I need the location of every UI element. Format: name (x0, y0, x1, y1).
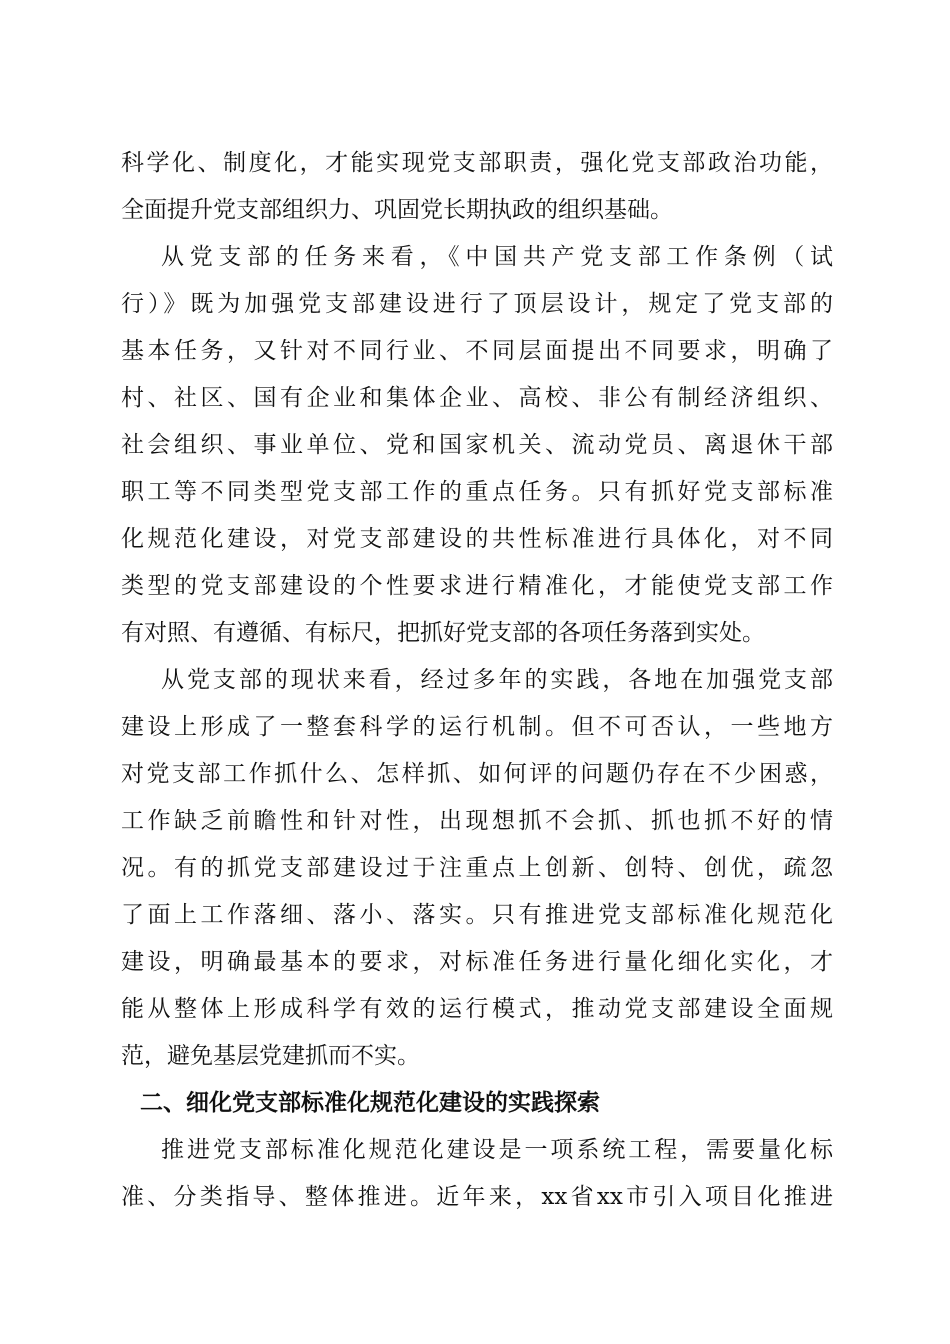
text-line: 科学化、制度化，才能实现党支部职责，强化党支部政治功能， (121, 150, 833, 176)
text-line: 村、社区、国有企业和集体企业、高校、非公有制经济组织、 (121, 385, 833, 411)
text-line: 对党支部工作抓什么、怎样抓、如何评的问题仍存在不少困惑， (121, 761, 833, 787)
text-line: 化规范化建设，对党支部建设的共性标准进行具体化，对不同 (121, 526, 833, 552)
text-line: 从党支部的现状来看，经过多年的实践，各地在加强党支部 (161, 667, 833, 693)
text-line: 推进党支部标准化规范化建设是一项系统工程，需要量化标 (161, 1137, 833, 1163)
text-line: 基本任务，又针对不同行业、不同层面提出不同要求，明确了 (121, 338, 833, 364)
paragraph-3 (121, 657, 833, 1080)
text-line: 况。有的抓党支部建设过于注重点上创新、创特、创优，疏忽 (121, 855, 833, 881)
text-line: 社会组织、事业单位、党和国家机关、流动党员、离退休干部 (121, 432, 833, 458)
text-line: 类型的党支部建设的个性要求进行精准化，才能使党支部工作 (121, 573, 833, 599)
text-line: 范，避免基层党建抓而不实。 (121, 1043, 420, 1069)
text-line: 有对照、有遵循、有标尺，把抓好党支部的各项任务落到实处。 (121, 620, 765, 646)
text-line: 准、分类指导、整体推进。近年来，xx省xx市引入项目化推进 (121, 1184, 833, 1210)
text-line: 从党支部的任务来看，《中国共产党支部工作条例（试 (161, 244, 833, 270)
document-body (121, 140, 833, 1221)
section-heading: 二、细化党支部标准化规范化建设的实践探索 (140, 1090, 600, 1116)
paragraph-1 (121, 140, 833, 234)
text-line: 能从整体上形成科学有效的运行模式，推动党支部建设全面规 (121, 996, 833, 1022)
text-line: 了面上工作落细、落小、落实。只有推进党支部标准化规范化 (121, 902, 833, 928)
paragraph-2 (121, 234, 833, 657)
text-line: 建设上形成了一整套科学的运行机制。但不可否认，一些地方 (121, 714, 833, 740)
paragraph-4 (121, 1127, 833, 1221)
text-line: 行）》既为加强党支部建设进行了顶层设计，规定了党支部的 (121, 291, 833, 317)
text-line: 工作缺乏前瞻性和针对性，出现想抓不会抓、抓也抓不好的情 (121, 808, 833, 834)
text-line: 职工等不同类型党支部工作的重点任务。只有抓好党支部标准 (121, 479, 833, 505)
text-line: 全面提升党支部组织力、巩固党长期执政的组织基础。 (121, 197, 673, 223)
text-line: 建设，明确最基本的要求，对标准任务进行量化细化实化，才 (121, 949, 833, 975)
